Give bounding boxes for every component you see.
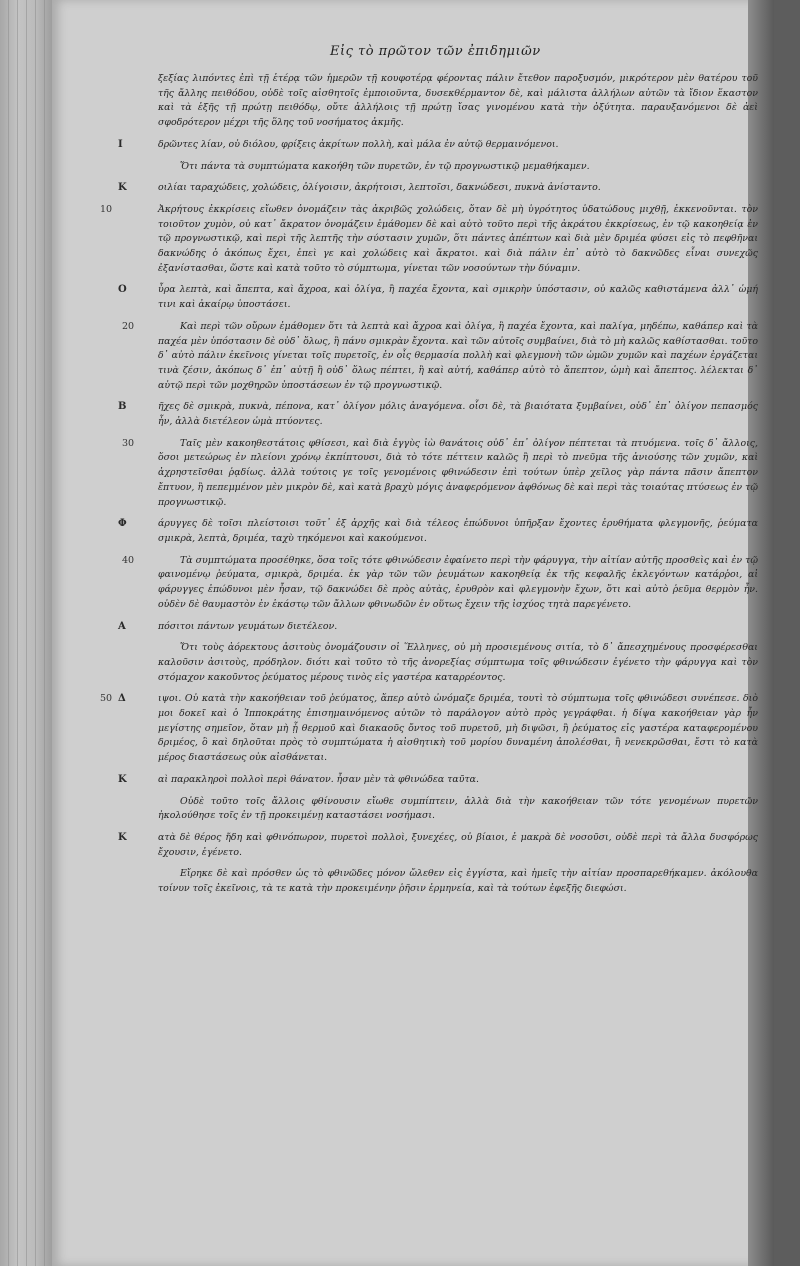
line-number: 50: [100, 693, 113, 705]
paragraph-text: Εἴρηκε δὲ καὶ πρόσθεν ὡς τὸ φθινῶδες μόνον ὤλεθεν εἰς ἐγγίστα, καὶ ἡμεῖς τὴν αἰτίαν προσπαρεθήκαμεν. ἀκόλουθα τοίνυν τοῖς ἐκεῖνοις, τὰ τε κατὰ τὴν προκειμένην ῥῆσιν ἑρμηνεία, καὶ τὰ τούτων ἐφεξῆς διεφώσι.: [158, 868, 758, 895]
running-head: Εἰς τὸ πρῶτον τῶν ἐπιδημιῶν: [330, 44, 541, 59]
page-stack-edge: [0, 0, 52, 1266]
paragraph-text: Ὅτι τοὺς ἀόρεκτους ἀσιτοὺς ὀνομάζουσιν οἱ Ἕλληνες, οὐ μὴ προσιεμένους σιτία, τὸ δ᾿ ἄπεσχημένους προσφέρεσθαι καλοῦσιν ἀσιτοὺς, πρόδηλον. διότι καὶ τοῦτο τὸ τῆς ἀνορεξίας σύμπτωμα τοῖς φθινώδεσιν ἐγένετο τὴν φάρυγγα καὶ τὸν στόμαχον κακοῦντος ῥεύματος μέρους τινὸς εἰς γαστέρα καταρρέοντος.: [158, 642, 758, 683]
paragraph-text: Τὰ συμπτώματα προσέθηκε, ὅσα τοῖς τότε φθινώδεσιν ἐφαίνετο περὶ τὴν φάρυγγα, τὴν αἰτίαν αὐτῆς προσθεὶς καὶ ἐν τῷ φαινομένῳ ῥεύματα, σμικρὰ, δριμέα. ἐκ γὰρ τῶν τῶν ῥευμάτων κακοηθείᾳ ἐκ τῆς κεφαλῆς ἐκλεγόντων κατάρῥοι, αἱ φάρυγγες ἐπώδυνοι μὲν ἦσαν, τῷ δακνώδει δὲ πρὸς αὐτὰς, ἐρυθρὸν καὶ φλεγμονὴν ἔχων, ὅτι καὶ αὐτὸ ῥεῦμα θερμὸν ἦν. οὐδὲν δὲ θαυμαστὸν ἐν ἑκάστῳ τῶν ἄλλων φθινωδῶν ἐν οὕτως ἔχειν τῆς ἰσχύος τητὰ παρεγένετο.: [158, 554, 758, 610]
paragraph: [158, 867, 758, 896]
paragraph: [118, 400, 758, 429]
paragraph: [100, 203, 758, 277]
paragraph-text: ὖρα λεπτὰ, καὶ ἄπεπτα, καὶ ἄχροα, καὶ ὀλίγα, ἢ παχέα ἔχοντα, καὶ σμικρὴν ὑπόστασιν, οὐ καλῶς καθιστάμενα ἀλλ᾿ ὡμή τινι καὶ ἀκαίρῳ ὑποστάσει.: [158, 284, 758, 311]
text-block: [100, 72, 758, 904]
paragraph: [118, 181, 758, 196]
scan-border: [774, 0, 800, 1266]
lemma-initial: Ο: [118, 284, 127, 296]
lemma-initial: Β: [118, 401, 127, 413]
paragraph-text: αὶ παρακληροὶ πολλοὶ περὶ θάνατον. ἦσαν μὲν τὰ φθινώδεα ταῦτα.: [158, 773, 479, 785]
paragraph-text: άρυγγες δὲ τοῖσι πλείστοισι τοῦτ᾿ ἐξ ἀρχῆς καὶ διὰ τέλεος ἐπώδυνοι ὑπῆρξαν ἔχοντες ἐρυθήματα φλεγμονῆς, ῥεύματα σμικρὰ, λεπτὰ, δριμέα, ταχὺ τηκόμενοι καὶ κακούμενοι.: [158, 518, 758, 544]
paragraph-text: οιλίαι ταραχώδεις, χολώδεις, ὀλίγοισιν, ἀκρήτοισι, λεπτοῖσι, δακνώδεσι, πυκνὰ ἀνίσταντο.: [158, 182, 601, 194]
lemma-initial: Α: [118, 620, 126, 632]
paragraph: [118, 831, 758, 860]
paragraph: [158, 641, 758, 685]
lemma-initial: Ι: [118, 138, 123, 150]
lemma-initial: Δ: [118, 693, 126, 705]
paragraph-text: ῆχες δὲ σμικρὰ, πυκνὰ, πέπονα, κατ᾿ ὀλίγον μόλις ἀναγόμενα. οἷσι δὲ, τὰ βιαιότατα ξυμβαίνει, οὐδ᾿ ἐπ᾿ ὀλίγον πεπασμός ἦν, ἀλλὰ διετέλεον ὠμὰ πτύοντες.: [158, 401, 758, 428]
paragraph: [118, 283, 758, 312]
line-number: 30: [122, 437, 135, 449]
lemma-initial: Κ: [118, 182, 127, 194]
line-number: 10: [100, 203, 113, 215]
paragraph-text: Ἀκρήτους ἐκκρίσεις εἴωθεν ὀνομάζειν τὰς ἀκριβῶς χολώδεις, ὅταν δὲ μὴ ὑγρότητος ὑδατώδους μιχθῇ, ἐκκενοῦνται. τὸν τοιοῦτον χυμὸν, οὐ κατ᾿ ἄκρατον ὀνομάζειν ἐμάθομεν δὲ καὶ αὐτὸ τοῦτο περὶ τῆς ἀκράτου ἐκκρίσεως, ἐν τῷ κακοηθείᾳ ἐν τῷ προγνωστικῷ, καὶ περὶ τῆς λεπτῆς τὴν σύστασιν χυμῶν, ὅτι πάντες ἀπέπτων καὶ διὰ μὲν δριμέα φύσει εἰς τὸ πεφθῆναι δακνώδης ὁ ἀκόπως ἔχει, ἐπεὶ γε καὶ χολώδεις καὶ ἄκρατοι. καὶ διὰ πάλιν ἐπ᾿ αὐτὸ τὸ δακνῶδες εἶναι συνεχῶς ἐξανίστασθαι, ὥστε καὶ κατὰ τοῦτο τὸ σύμπτωμα, γίνεται τῶν νοσούντων τὴν δύναμιν.: [158, 203, 758, 274]
paragraph-text: Οὐδὲ τοῦτο τοῖς ἄλλοις φθίνουσιν εἴωθε συμπίπτειν, ἀλλὰ διὰ τὴν κακοήθειαν τῶν τότε γενομένων πυρετῶν ἠκολούθησε τοῖς ἐν τῇ προκειμένῃ καταστάσει νοσήμασι.: [158, 795, 758, 822]
paragraph: [118, 620, 758, 635]
paragraph: [122, 437, 758, 511]
paragraph: [158, 160, 758, 175]
paragraph: [122, 320, 758, 394]
paragraph-text: ατὰ δὲ θέρος ἤδη καὶ φθινόπωρον, πυρετοὶ πολλοὶ, ξυνεχέες, οὐ βίαιοι, ἐ μακρὰ δὲ νοσοῦσι, οὐδὲ περὶ τὰ ἄλλα δυσφόρως ἔχουσιν, ἐγένετο.: [158, 831, 758, 858]
lemma-initial: Κ: [118, 773, 127, 785]
paragraph-text: ξεξίας λιπόντες ἐπὶ τῇ ἑτέρᾳ τῶν ἡμερῶν τῇ κουφοτέρᾳ φέροντας πάλιν ἔτεθον παροξυσμόν, μικρότερον μὲν θατέρου τοῦ τῆς ἄλλης πειθόδου, οὐδὲ τοῖς αἰσθητοῖς ἐμποιοῦντα, δυσεκθέρμαντον δὲ, καὶ μάλιστα ἀλλήλων αὐτῶν τὰ ἴδιον ἕκαστον καὶ τὰ ἑξῆς τῇ πρώτῃ πειθόδῳ, οὔτε ἀλλήλοις τῇ πρώτῃ ἴσας γινομένου κατὰ τὴν ὀξύτητα. παραυξανόμενοι δὲ ἀεὶ σφοδρότερον μέχρι τῆς ὅλης τοῦ νοσήματος ἀκμῆς.: [158, 73, 758, 129]
paragraph-text: ιψοι. Οὐ κατὰ τὴν κακοήθειαν τοῦ ῥεύματος, ἅπερ αὐτὸ ὠνόμαζε δριμέα, τουτὶ τὸ σύμπτωμα τοῖς φθινώδεσι συνέπεσε. διὸ μοι δοκεῖ καὶ ὁ Ἱπποκράτης ἐπισημαινόμενος αὐτῶν τὸ παράλογον αὐτὸ πρὸς γεγράφθαι. ἡ δίψα κακοήθειαν γὰρ ἦν μεγίστης σημεῖον, ὅταν μὴ ᾖ θερμοῦ καὶ διακαοῦς ὄντος τοῦ πυρετοῦ, μὴ διψῶσι, ἢ ῥεύματος εἰς γαστέρα καταφερομένου δριμέος, ὃ καὶ δηλοῦται πρὸς τὸ συμπτώματα ἡ αἰσθητικὴ τοῦ μορίου δυναμένη ἀπολέσθαι, ἢ νενεκρῶσθαι, ἔστι τὸ κατὰ μέρος διαστάσεως οὐκ αἰσθάνεται.: [158, 693, 758, 764]
paragraph: [122, 554, 758, 613]
paragraph-text: Ταῖς μὲν κακοηθεστάτοις φθίσεσι, καὶ διὰ ἐγγὺς ἰὼ θανάτοις οὐδ᾿ ἐπ᾿ ὀλίγον πέπτεται τὰ πτυόμενα. τοῖς δ᾿ ἄλλοις, ὅσοι μετεώρως ἐν πλείονι χρόνῳ ἐκπίπτουσι, διὰ τὸ τότε πέττειν καλῶς ἢ περὶ τὸ πνεῦμα τῆς ἀνιούσης τῶν χυμῶν, καὶ ἀχρηστεῖσθαι ῥᾳδίως. ἀλλὰ τούτοις γε τοῖς γενομένοις φθινώδεσιν ἐπὶ τούτων ὑπὲρ χεῖλος γὰρ πάντα πᾶσιν ἄπεπτον ἔπτυον, ἢ πεπεμμένον μὲν μικρὸν δὲ, καὶ κατὰ βραχὺ μόγις ἀναφερόμενον ἀφθόνως δὲ καὶ περὶ τὰς τοιαύτας πτύσεως ἐν τῷ προγνωστικῷ.: [158, 437, 758, 508]
paragraph-text: Ὅτι πάντα τὰ συμπτώματα κακοήθη τῶν πυρετῶν, ἐν τῷ προγνωστικῷ μεμαθήκαμεν.: [180, 160, 590, 172]
paragraph-text: Καὶ περὶ τῶν οὔρων ἐμάθομεν ὅτι τὰ λεπτὰ καὶ ἄχροα καὶ ὀλίγα, ἢ παχέα ἔχοντα, καὶ παλίγα, μηδέπω, καθάπερ καὶ τὰ παχέα μὲν ὑπόστασιν δὲ οὐδ᾿ ὅλως, ἢ πάνυ σμικρὰν ἔχοντα. καὶ τῶν αὐτοῖς συμβαίνει, διὰ τὸ μὴ καλῶς καθίστασθαι. τοῦτο δ᾿ αὐτὸ πάλιν ἐκεῖνοις γίνεται τοῖς πυρετοῖς, ἐν οἷς θερμασία πολλὴ καὶ φλεγμονὴ τῶν ὠμῶν χυμῶν καὶ παχέων ἐργάζεται τινὰ ζέσιν, ἀκόπως δ᾿ ἐπ᾿ αὐτῇ ἢ οὐδ᾿ ὅλως πέπτει, ἢ καὶ αὐτή, καθάπερ αὐτὸ τὸ ἄπεπτον, ὡμὴ καὶ ἄπεπτος. λέλεκται δ᾿ αὐτῷ περὶ τῶν μοχθηρῶν ὑποστάσεων ἐν τῷ προγνωστικῷ.: [158, 320, 758, 391]
paragraph-text: πόσιτοι πάντων γευμάτων διετέλεον.: [158, 620, 338, 632]
paragraph: [118, 517, 758, 546]
line-number: 20: [122, 320, 135, 332]
paragraph: [118, 773, 758, 788]
lemma-initial: Κ: [118, 831, 127, 843]
paragraph-text: δρῶντες λίαν, οὐ διόλου, φρίξεις ἀκρίτων πολλὴ, καὶ μάλα ἐν αὐτῷ θερμαινόμενοι.: [158, 138, 559, 150]
paragraph: [118, 138, 758, 153]
line-number: 40: [122, 554, 135, 566]
paragraph: [158, 72, 758, 131]
lemma-initial: Φ: [118, 518, 127, 530]
paragraph: [100, 692, 758, 766]
paragraph: [158, 795, 758, 824]
